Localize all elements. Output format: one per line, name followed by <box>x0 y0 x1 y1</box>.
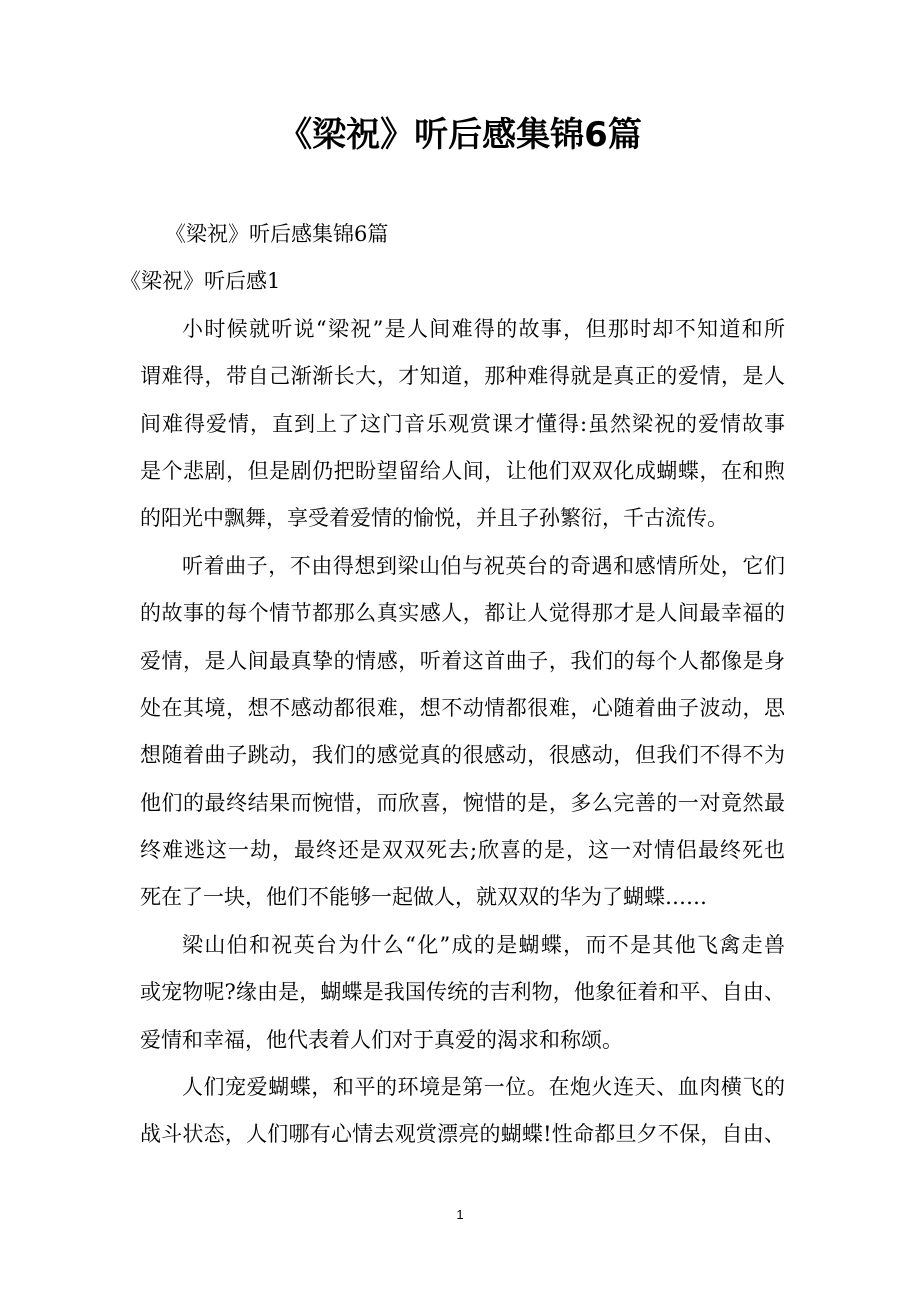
text-line: 爱情，是人间最真挚的情感，听着这首曲子，我们的每个人都像是身 <box>140 648 785 673</box>
page-number: 1 <box>456 1207 464 1222</box>
paragraph <box>140 543 785 922</box>
text-line: 死在了一块，他们不能够一起做人，就双双的华为了蝴蝶…… <box>140 885 707 910</box>
text-line: 是个悲剧，但是剧仍把盼望留给人间，让他们双双化成蝴蝶，在和煦 <box>140 458 785 483</box>
paragraph <box>140 922 785 1064</box>
text-line: 处在其境，想不感动都很难，想不动情都很难，心随着曲子波动，思 <box>140 695 785 720</box>
document-title: 《梁祝》听后感集锦6篇 <box>278 115 642 155</box>
text-line: 战斗状态，人们哪有心情去观赏漂亮的蝴蝶!性命都旦夕不保，自由、 <box>140 1122 785 1147</box>
text-line: 终难逃这一劫，最终还是双双死去;欣喜的是，这一对情侣最终死也 <box>140 838 785 863</box>
document-body <box>120 211 785 1159</box>
document-subtitle: 《梁祝》听后感集锦6篇 <box>165 222 389 246</box>
text-line: 梁山伯和祝英台为什么“化”成的是蝴蝶，而不是其他飞禽走兽 <box>182 932 785 957</box>
paragraph <box>140 306 785 543</box>
text-line: 他们的最终结果而惋惜，而欣喜，惋惜的是，多么完善的一对竟然最 <box>140 790 785 815</box>
text-line: 或宠物呢?缘由是，蝴蝶是我国传统的吉利物，他象征着和平、自由、 <box>140 980 785 1005</box>
section-heading: 《梁祝》听后感1 <box>120 269 281 294</box>
text-line: 间难得爱情，直到上了这门音乐观赏课才懂得:虽然梁祝的爱情故事 <box>140 411 785 436</box>
text-line: 小时候就听说“梁祝”是人间难得的故事，但那时却不知道和所 <box>182 316 785 341</box>
text-line: 爱情和幸福，他代表着人们对于真爱的渴求和称颂。 <box>140 1027 623 1052</box>
text-line: 想随着曲子跳动，我们的感觉真的很感动，很感动，但我们不得不为 <box>140 743 785 768</box>
paragraph <box>140 1064 785 1159</box>
text-line: 听着曲子，不由得想到梁山伯与祝英台的奇遇和感情所处，它们 <box>182 553 785 578</box>
text-line: 人们宠爱蝴蝶，和平的环境是第一位。在炮火连天、血肉横飞的 <box>182 1075 785 1100</box>
text-line: 的阳光中飘舞，享受着爱情的愉悦，并且子孙繁衍，千古流传。 <box>140 506 728 531</box>
text-line: 谓难得，带自己渐渐长大，才知道，那种难得就是真正的爱情，是人 <box>140 364 785 389</box>
text-line: 的故事的每个情节都那么真实感人，都让人觉得那才是人间最幸福的 <box>140 601 785 626</box>
